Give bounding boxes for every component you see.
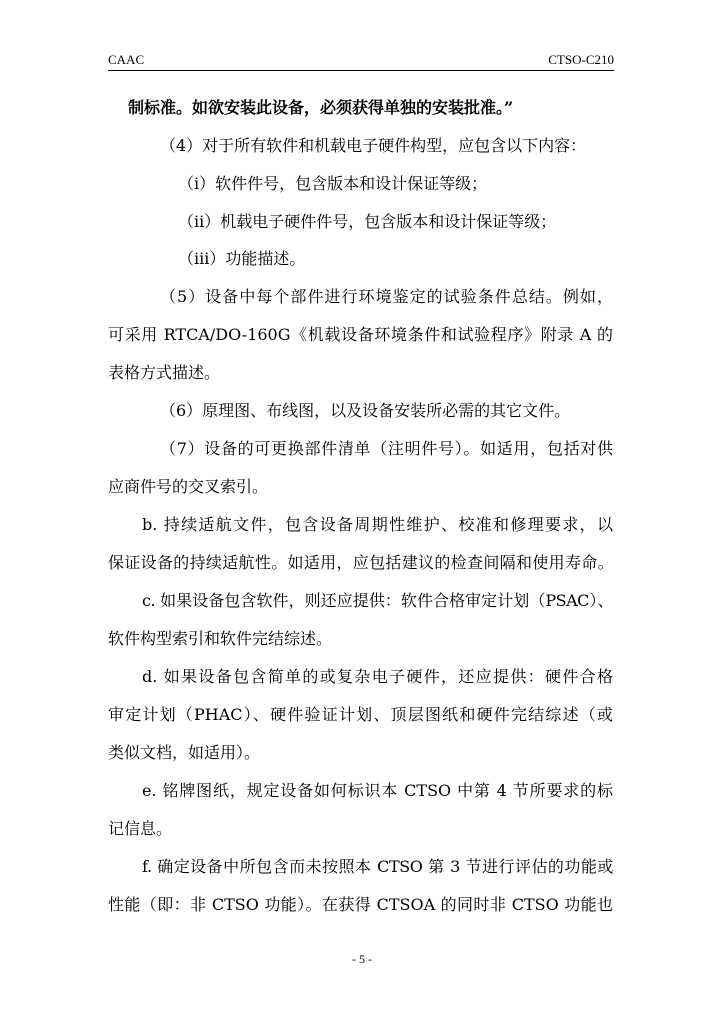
sub-item-ii: （ii）机载电子硬件件号，包含版本和设计保证等级； (178, 212, 557, 231)
header-doc-id: CTSO-C210 (548, 52, 614, 67)
paragraph-line: 保证设备的持续适航性。如适用，应包括建议的检查间隔和使用寿命。 (108, 553, 613, 572)
sub-item-i: （i）软件件号，包含版本和设计保证等级； (178, 174, 488, 193)
paragraph-line: 记信息。 (108, 819, 173, 838)
list-item-7: （7）设备的可更换部件清单（注明件号）。如适用，包括对供 (160, 439, 613, 458)
page-number: - 5 - (352, 952, 372, 966)
paragraph-line: 可采用 RTCA/DO-160G《机载设备环境条件和试验程序》附录 A 的 (108, 325, 613, 344)
paragraph-line: 类似文档，如适用）。 (108, 743, 261, 762)
paragraph-line: 性能（即：非 CTSO 功能）。在获得 CTSOA 的同时非 CTSO 功能也 (108, 895, 613, 914)
paragraph-line: 应商件号的交叉索引。 (108, 477, 269, 496)
paragraph-line: 审定计划（PHAC）、硬件验证计划、顶层图纸和硬件完结综述（或 (108, 705, 613, 724)
item-b: b. 持续适航文件，包含设备周期性维护、校准和修理要求，以 (142, 515, 613, 534)
list-item-4: （4）对于所有软件和机载电子硬件构型，应包含以下内容： (160, 136, 587, 155)
list-item-5: （5）设备中每个部件进行环境鉴定的试验条件总结。例如， (160, 287, 613, 306)
sub-item-iii: （iii）功能描述。 (178, 249, 306, 268)
paragraph-line: 软件构型索引和软件完结综述。 (108, 629, 333, 648)
paragraph-line: 制标准。如欲安装此设备，必须获得单独的安装批准。” (128, 98, 514, 117)
item-c: c. 如果设备包含软件，则还应提供：软件合格审定计划（PSAC）、 (142, 591, 613, 610)
page-header (108, 52, 614, 71)
header-org: CAAC (108, 52, 145, 67)
item-f: f. 确定设备中所包含而未按照本 CTSO 第 3 节进行评估的功能或 (142, 857, 613, 876)
item-e: e. 铭牌图纸，规定设备如何标识本 CTSO 中第 4 节所要求的标 (142, 781, 613, 800)
list-item-6: （6）原理图、布线图，以及设备安装所必需的其它文件。 (160, 401, 571, 420)
paragraph-line: 表格方式描述。 (108, 363, 221, 382)
item-d: d. 如果设备包含简单的或复杂电子硬件，还应提供：硬件合格 (142, 667, 613, 686)
